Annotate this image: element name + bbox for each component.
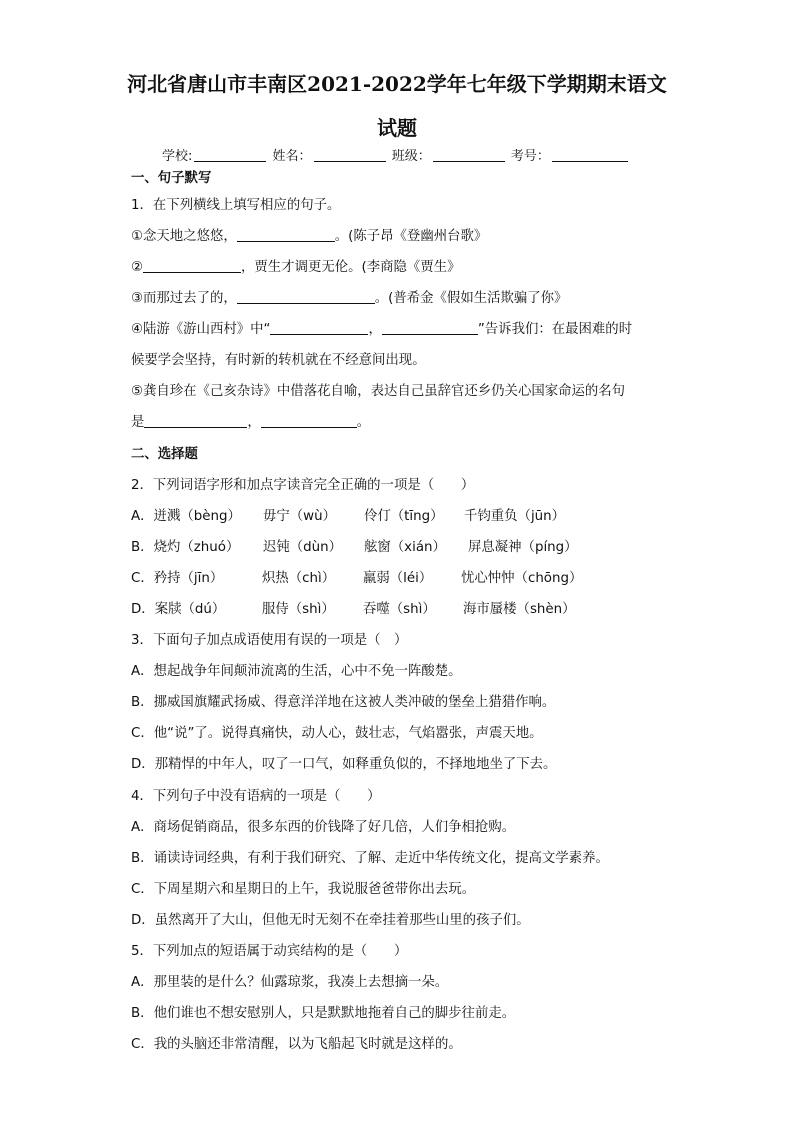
q1-item-5: ⑤龚自珍在《己亥杂诗》中借落花自喻，表达自己虽辞官还乡仍关心国家命运的名句 [131, 384, 626, 399]
q4-option-b: B．诵读诗词经典，有利于我们研究、了解、走近中华传统文化，提高文学素养。 [131, 851, 609, 866]
class-blank[interactable] [433, 149, 505, 162]
q4-option-a: A．商场促销商品，很多东西的价钱降了好几倍，人们争相抢购。 [131, 820, 516, 835]
question-5-stem: 5．下列加点的短语属于动宾结构的是（ ） [131, 944, 408, 959]
q2-option-d [131, 598, 576, 617]
q1-item-2-text-b: ，贾生才调更无伦。(李商隐《贾生》 [241, 260, 461, 275]
q5-option-c: C．我的头脑还非常清醒，以为飞船起飞时就是这样的。 [131, 1037, 462, 1052]
answer-blank[interactable] [261, 414, 357, 428]
q3-option-a: A．想起战争年间颠沛流离的生活，心中不免一阵酸楚。 [131, 664, 462, 679]
answer-blank[interactable] [144, 414, 247, 428]
q4-option-c: C．下周星期六和星期日的上午，我说服爸爸带你出去玩。 [131, 882, 476, 897]
q1-item-3-text-a: ③而那过去了的， [131, 291, 237, 306]
student-info-line [162, 145, 630, 164]
q1-item-4-text-c: ”告诉我们：在最困难的时 [477, 322, 633, 337]
q1-item-4-text-a: ④陆游《游山西村》中“ [131, 322, 271, 337]
q2-option-c [131, 567, 582, 586]
q2-a-word-4: 千钧重负（jūn） [464, 509, 566, 524]
q1-item-5-cont [131, 411, 370, 430]
q1-item-1-text-a: ①念天地之悠悠， [131, 229, 237, 244]
q1-item-5-text-d: 。 [356, 415, 371, 430]
q1-item-4-cont: 候要学会坚持，有时新的转机就在不经意间出现。 [131, 353, 426, 368]
question-3-stem: 3．下面句子加点成语使用有误的一项是（ ） [131, 633, 408, 648]
q1-item-3-text-b: 。(普希金《假如生活欺骗了你》 [374, 291, 568, 306]
section-heading-dictation: 一、句子默写 [131, 171, 212, 186]
q2-c-word-2: 炽热（chì） [262, 571, 336, 586]
answer-blank[interactable] [237, 228, 335, 242]
q2-d-word-2: 服侍（shì） [262, 602, 335, 617]
name-label: 姓名： [272, 149, 312, 164]
question-4-stem: 4．下列句子中没有语病的一项是（ ） [131, 789, 381, 804]
q1-item-1 [131, 225, 487, 244]
q5-option-b: B．他们谁也不想安慰别人，只是默默地拖着自己的脚步往前走。 [131, 1006, 516, 1021]
q2-d-word-3: 吞噬（shì） [363, 602, 436, 617]
exam-title-line2: 试题 [377, 116, 417, 140]
q2-option-a [131, 505, 565, 524]
q3-option-d: D．那精悍的中年人，叹了一口气，如释重负似的，不择地地坐了下去。 [131, 757, 557, 772]
q2-b-word-4: 屏息凝神（píng） [468, 540, 578, 555]
school-label: 学校: [162, 149, 193, 164]
name-blank[interactable] [314, 149, 386, 162]
q1-item-5-text-c: ， [247, 415, 261, 430]
q2-a-word-3: 伶仃（tīng） [364, 509, 444, 524]
q1-item-2-text-a: ② [131, 260, 144, 275]
q1-item-3 [131, 287, 567, 306]
answer-blank[interactable] [237, 290, 375, 304]
q4-option-d: D．虽然离开了大山，但他无时无刻不在牵挂着那些山里的孩子们。 [131, 913, 530, 928]
q1-item-4 [131, 318, 632, 337]
question-1-stem: 1．在下列横线上填写相应的句子。 [131, 198, 341, 213]
section-heading-choice: 二、选择题 [131, 447, 198, 462]
q1-item-4-text-b: ， [368, 322, 382, 337]
q2-a-word-2: 毋宁（wù） [263, 509, 337, 524]
q5-option-a: A．那里装的是什么？仙露琼浆，我凑上去想摘一朵。 [131, 975, 449, 990]
q2-b-word-3: 舷窗（xián） [364, 540, 446, 555]
q1-item-1-text-b: 。(陈子昂《登幽州台歌》 [334, 229, 488, 244]
question-2-stem: 2．下列词语字形和加点字读音完全正确的一项是（ ） [131, 478, 475, 493]
q3-option-c: C．他“说”了。说得真痛快，动人心，鼓壮志，气焰嚣张，声震天地。 [131, 726, 543, 741]
answer-blank[interactable] [270, 321, 368, 335]
number-label: 考号： [510, 149, 550, 164]
class-label: 班级： [391, 149, 431, 164]
q3-option-b: B．挪威国旗耀武扬威、得意洋洋地在这被人类冲破的堡垒上猎猎作响。 [131, 695, 556, 710]
school-blank[interactable] [194, 149, 266, 162]
q1-item-2 [131, 256, 461, 275]
q2-d-word-1: D．案牍（dú） [131, 602, 226, 617]
q2-a-word-1: A．迸溅（bèng） [131, 509, 241, 524]
exam-title-line1: 河北省唐山市丰南区2021-2022学年七年级下学期期末语文 [127, 72, 667, 96]
q2-c-word-3: 羸弱（léi） [363, 571, 433, 586]
q2-b-word-2: 迟钝（dùn） [263, 540, 343, 555]
q2-c-word-4: 忧心忡忡（chōng） [461, 571, 583, 586]
answer-blank[interactable] [143, 259, 241, 273]
q2-c-word-1: C．矜持（jīn） [131, 571, 224, 586]
q2-d-word-4: 海市蜃楼（shèn） [463, 602, 576, 617]
q1-item-5-text-b: 是 [131, 415, 145, 430]
answer-blank[interactable] [382, 321, 478, 335]
q2-option-b [131, 536, 578, 555]
q2-b-word-1: B．烧灼（zhuó） [131, 540, 240, 555]
number-blank[interactable] [552, 149, 628, 162]
